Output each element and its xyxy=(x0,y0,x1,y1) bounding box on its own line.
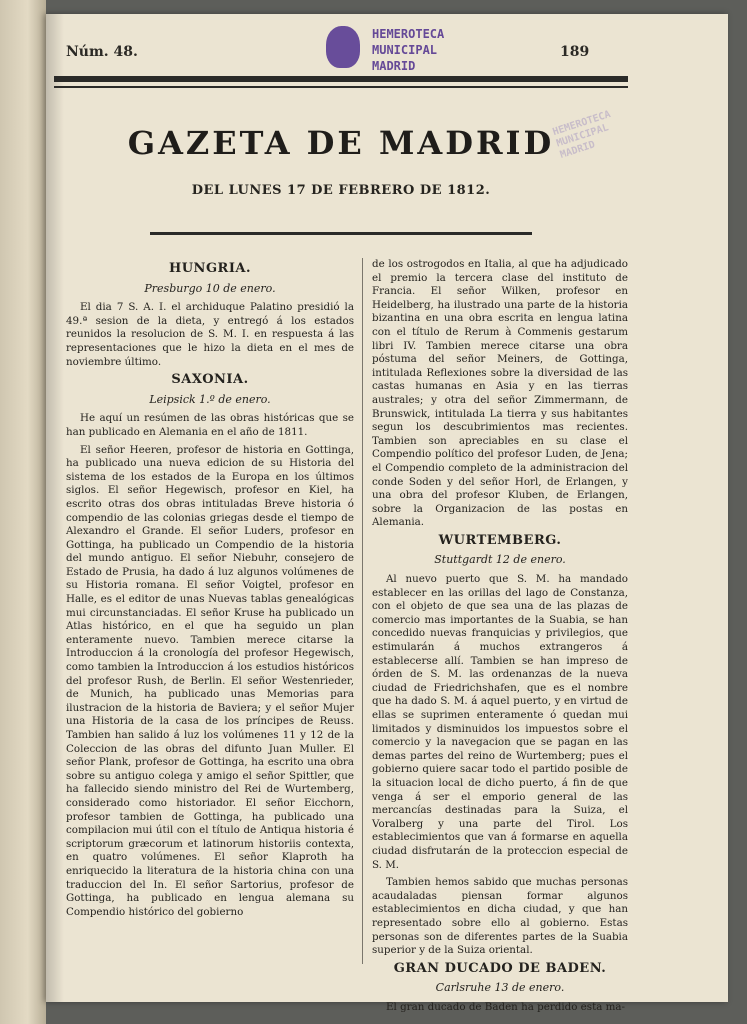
stamp-line-3: MADRID xyxy=(372,59,416,73)
section-heading-baden: GRAN DUCADO DE BADEN. xyxy=(393,960,607,976)
article-wurtemberg-2: Tambien hemos sabido que muchas personas acaudaladas piensan formar algunos establecimientos en dicha ciudad, y que han representado sobre ello al gobierno. Estas personas son de diferentes partes de la Suabia superior y de la Suiza oriental. xyxy=(372,876,628,957)
page-number: 189 xyxy=(560,44,590,60)
dateline-presburgo: Presburgo 10 de enero. xyxy=(144,281,276,295)
issue-number: Núm. 48. xyxy=(66,44,138,60)
section-heading-hungria: HUNGRIA. xyxy=(168,261,252,276)
article-baden: El gran ducado de Baden ha perdido esta ma- xyxy=(386,1000,625,1013)
stamp-line-2: MUNICIPAL xyxy=(372,43,438,57)
stamp-line-1: HEMEROTECA xyxy=(372,27,445,41)
library-seal-icon xyxy=(326,26,360,68)
header-rule-thin xyxy=(54,86,628,88)
column-divider xyxy=(362,258,363,964)
article-wurtemberg-1: Al nuevo puerto que S. M. ha mandado establecer en las orillas del lago de Constanza, con el objeto de que sea una de las plazas de comercio mas importantes de la Suabia, se han concedido nuevas franquicias y privilegios, que estimularán á muchos extrangeros á establecerse allí. Tambien se han impreso de órden de S. M. las ordenanzas de la nueva ciudad de Friedrichshafen, que es el nombre que ha dado S. M. á aquel puerto, y en virtud de ellas se suprimen enteramente ó quedan mui limitados y disminuidos los impuestos sobre el comercio y la navegacion que se pagan en las demas partes del reino de Wurtemberg; pues el gobierno quiere sacar todo el partido posible de la situacion local de dicho puerto, á fin de que venga á ser el emporio general de las mercancías destinadas para la Suiza, el Voralberg y una parte del Tirol. Los establecimientos que van á formarse en aquella ciudad disfrutarán de la proteccion especial de S. M. xyxy=(372,573,628,871)
article-saxonia-intro: He aquí un resúmen de las obras históricas que se han publicado en Alemania en el año de 1811. xyxy=(66,412,354,438)
section-heading-wurtemberg: WURTEMBERG. xyxy=(438,532,562,548)
newspaper-title: GAZETA DE MADRID xyxy=(127,124,555,162)
library-stamp xyxy=(372,26,444,74)
issue-date: DEL LUNES 17 DE FEBRERO DE 1812. xyxy=(191,183,491,198)
dateline-leipsick: Leipsick 1.º de enero. xyxy=(149,392,271,406)
article-saxonia-continuation: de los ostrogodos en Italia, al que ha adjudicado el premio la tercera clase del instituto de Francia. El señor Wilken, profesor en Heidelberg, ha ilustrado una parte de la historia bizantina en una obra escrita en lengua latina con el título de Rerum à Commenis gestarum libri IV. Tambien merece citarse una obra póstuma del señor Meiners, de Gottinga, intitulada Reflexiones sobre la diversidad de las castas humanas en Asia y en las tierras australes; y otra del señor Zimmermann, de Brunswick, intitulada La tierra y sus habitantes segun los descubrimientos mas recientes. Tambien son apreciables en su clase el Compendio político del profesor Luden, de Jena; el Compendio completo de la administracion del conde Soden y del señor Horl, de Erlangen, y una obra del profesor Kluben, de Erlangen, sobre la Organizacion de las postas en Alemania. xyxy=(372,258,628,529)
left-column xyxy=(66,258,354,923)
dateline-carlsruhe: Carlsruhe 13 de enero. xyxy=(435,981,565,995)
section-heading-saxonia: SAXONIA. xyxy=(171,372,249,388)
title-rule xyxy=(150,232,532,235)
right-column xyxy=(372,258,628,1018)
article-hungria: El dia 7 S. A. I. el archiduque Palatino presidió la 49.ª sesion de la dieta, y entregó á los estados reunidos la resolucion de S. M. I. en respuesta á las representaciones que le hizo la dieta en el mes de noviembre último. xyxy=(66,301,354,368)
dateline-stuttgardt: Stuttgardt 12 de enero. xyxy=(434,553,566,567)
faded-library-stamp: HEMEROTECA MUNICIPAL MADRID xyxy=(551,109,613,161)
article-saxonia-body: El señor Heeren, profesor de historia en Gottinga, ha publicado una nueva edicion de su Historia del sistema de los estados de la Europa en los últimos siglos. El señor Hegewisch, profesor en Kiel, ha escrito otras dos obras intituladas Breve historia ó compendio de las colonias griegas desde el tiempo de Alexandro el Grande. El señor Luders, profesor en Gottinga, ha publicado un Compendio de la historia del mundo antiguo. El señor Niebuhr, consejero de Estado de Prusia, ha dado á luz algunos volúmenes de su Historia romana. El señor Voigtel, profesor en Halle, es el editor de unas Nuevas tablas genealógicas mui circunstanciadas. El señor Kruse ha publicado un Atlas histórico, en el que ha seguido un plan enteramente nuevo. Tambien merece citarse la Introduccion á la cronología del profesor Hegewisch, como tambien la Introduccion á los estudios históricos del profesor Rush, de Berlin. El señor Westenrieder, de Munich, ha publicado unas Memorias para ilustracion de la historia de Baviera; y el señor Mujer una Historia de la casa de los príncipes de Reuss. Tambien han salido á luz los volúmenes 11 y 12 de la Coleccion de las obras del difunto Juan Muller. El señor Plank, profesor de Gottinga, ha escrito una obra sobre su antiguo colega y amigo el señor Spittler, que ha fallecido siendo ministro del Rei de Wurtemberg, considerado como historiador. El señor Eicchorn, profesor tambien de Gottinga, ha publicado una compilacion mui útil con el título de Antiqua historia é scriptorum græcorum et latinorum historiis contexta, en quatro volúmenes. El señor Klaproth ha enriquecido la literatura de la historia china con una traduccion del In. El señor Sartorius, profesor de Gottinga, ha publicado en lengua alemana su Compendio histórico del gobierno xyxy=(66,443,354,918)
facing-page-edge xyxy=(0,0,46,1024)
header-rule-thick xyxy=(54,76,628,82)
